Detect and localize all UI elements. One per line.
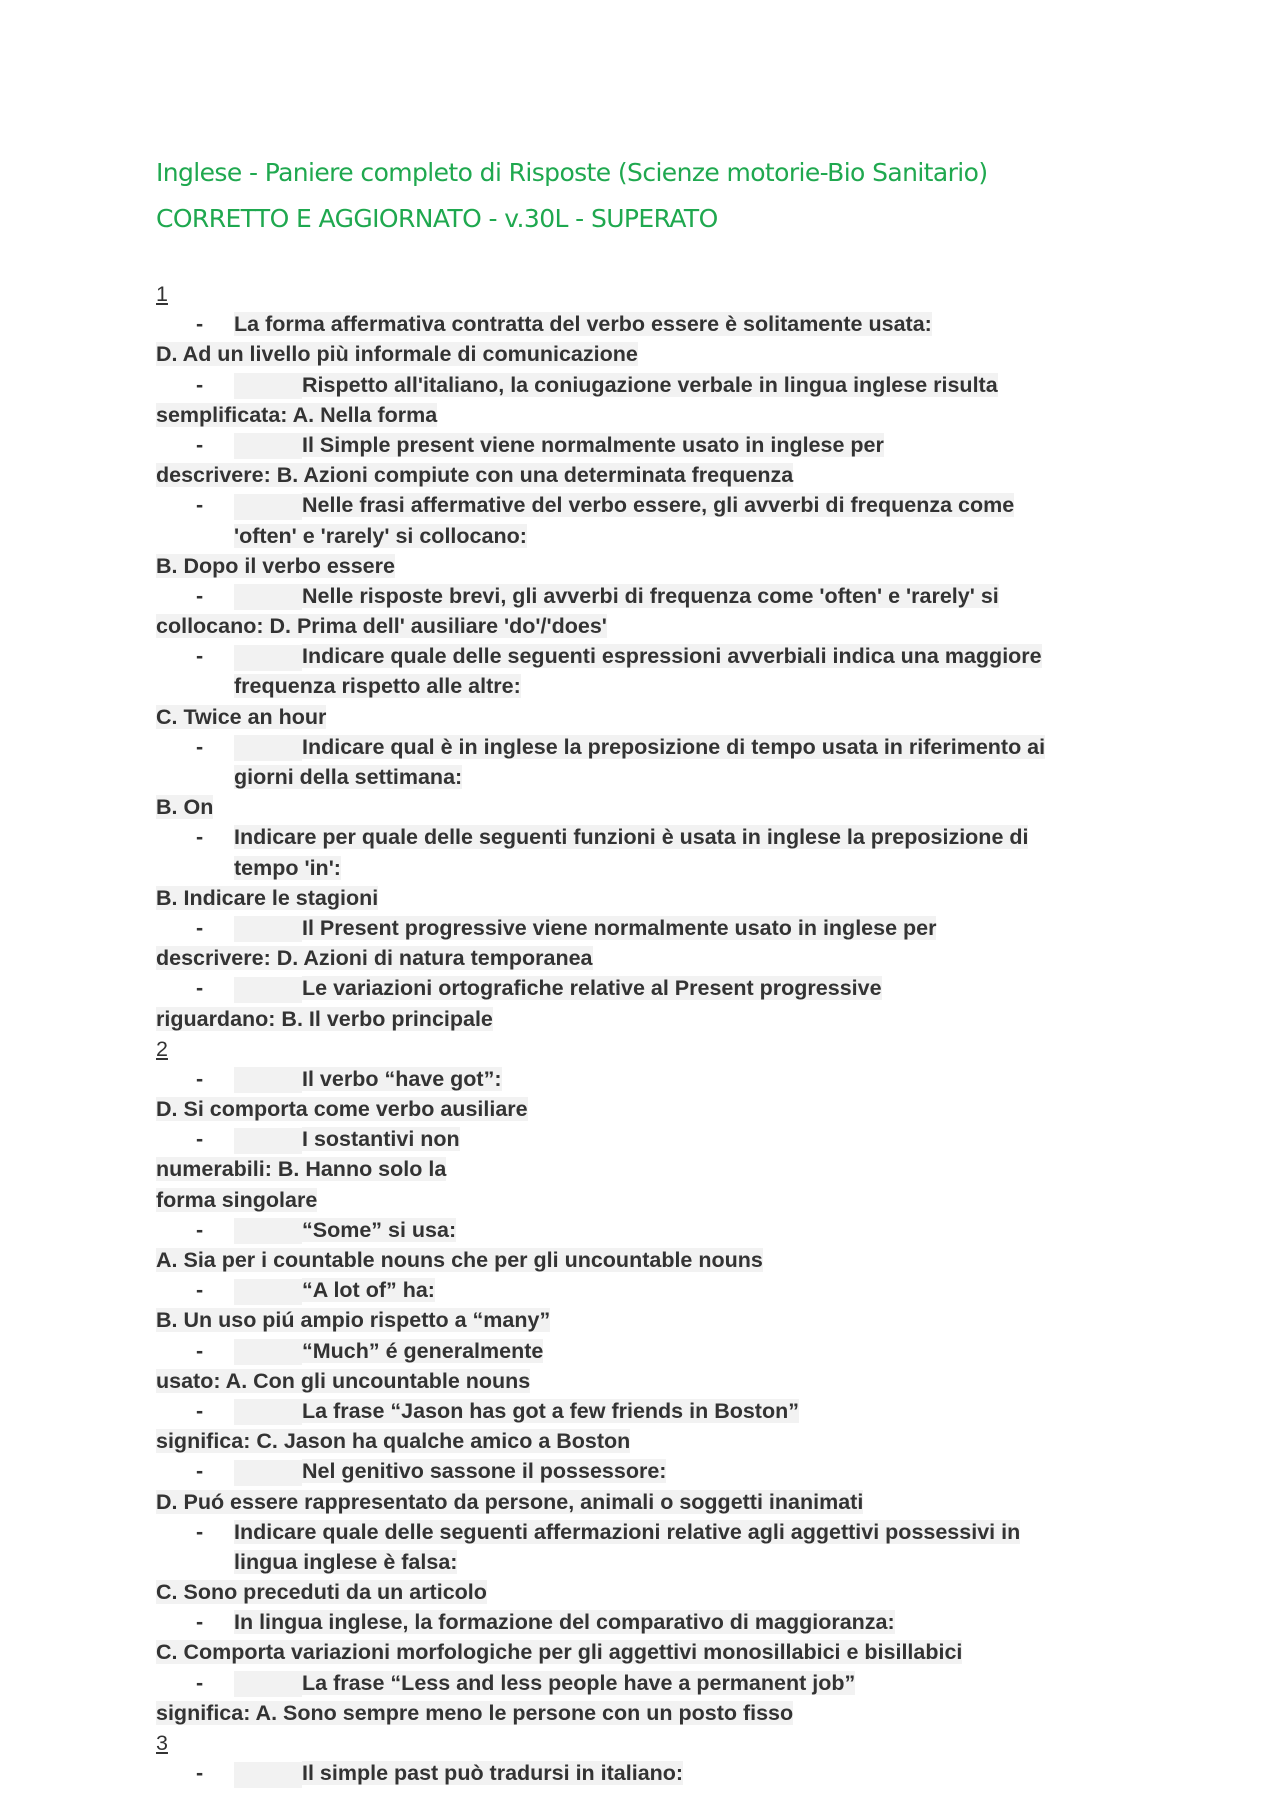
- answer-label: B. Dopo il verbo essere: [156, 553, 395, 578]
- question-item: [156, 913, 1116, 943]
- answer-label: B. On: [156, 795, 214, 820]
- question-item: [156, 1607, 1116, 1637]
- question-text: Nelle frasi affermative del verbo essere, gli avverbi di frequenza come: [302, 493, 1015, 518]
- answer-label: riguardano: B. Il verbo principale: [156, 1006, 493, 1031]
- question-item: [156, 822, 1116, 852]
- tab-indent: [234, 494, 302, 520]
- question-item: [156, 1758, 1116, 1788]
- answer-text: [156, 339, 1116, 369]
- question-item: [156, 370, 1116, 400]
- answer-label: B. Un uso piú ampio rispetto a “many”: [156, 1308, 551, 1333]
- tab-indent: [234, 735, 302, 761]
- tab-indent: [234, 584, 302, 610]
- tab-indent: [234, 645, 302, 671]
- answer-text: [156, 1637, 1116, 1667]
- question-item: [156, 581, 1116, 611]
- question-text: Nel genitivo sassone il possessore:: [302, 1459, 667, 1484]
- answer-text: [156, 1305, 1116, 1335]
- question-text: La frase “Jason has got a few friends in Boston”: [302, 1398, 799, 1423]
- question-text: Rispetto all'italiano, la coniugazione verbale in lingua inglese risulta: [302, 372, 998, 397]
- question-text: I sostantivi non: [302, 1127, 460, 1152]
- bullet-dash: -: [196, 1217, 204, 1242]
- answer-label: significa: A. Sono sempre meno le persone con un posto fisso: [156, 1700, 794, 1725]
- answer-text: [156, 1185, 1116, 1215]
- answer-text: [156, 400, 1116, 430]
- tab-indent: [234, 1399, 302, 1425]
- bullet-dash: -: [196, 1459, 204, 1484]
- question-item: [156, 490, 1116, 520]
- question-text: Nelle risposte brevi, gli avverbi di frequenza come 'often' e 'rarely' si: [302, 583, 999, 608]
- question-text: frequenza rispetto alle altre:: [234, 674, 521, 699]
- answer-text: [156, 1426, 1116, 1456]
- bullet-dash: -: [196, 312, 204, 337]
- answer-label: usato: A. Con gli uncountable nouns: [156, 1368, 531, 1393]
- bullet-dash: -: [196, 493, 204, 518]
- question-text: Il Simple present viene normalmente usato in inglese per: [302, 432, 884, 457]
- bullet-dash: -: [196, 976, 204, 1001]
- tab-indent: [234, 1128, 302, 1154]
- question-list: [156, 279, 1116, 1788]
- tab-indent: [234, 1339, 302, 1365]
- answer-label: A. Sia per i countable nouns che per gli uncountable nouns: [156, 1248, 763, 1272]
- question-item: [156, 309, 1116, 339]
- question-text: In lingua inglese, la formazione del comparativo di maggioranza:: [234, 1610, 895, 1635]
- bullet-dash: -: [196, 1761, 204, 1786]
- question-item: [156, 1064, 1116, 1094]
- question-item: [156, 1275, 1116, 1305]
- question-continuation: [156, 521, 1116, 551]
- answer-label: numerabili: B. Hanno solo la: [156, 1157, 447, 1182]
- question-item: [156, 641, 1116, 671]
- question-text: “A lot of” ha:: [302, 1278, 435, 1303]
- question-item: [156, 973, 1116, 1003]
- question-text: “Some” si usa:: [302, 1217, 457, 1242]
- tab-indent: [234, 1218, 302, 1244]
- bullet-dash: -: [196, 915, 204, 940]
- bullet-dash: -: [196, 1398, 204, 1423]
- question-continuation: [156, 1547, 1116, 1577]
- answer-label: D. Puó essere rappresentato da persone, animali o soggetti inanimati: [156, 1489, 864, 1514]
- bullet-dash: -: [196, 1066, 204, 1091]
- answer-label: C. Twice an hour: [156, 704, 327, 729]
- question-item: [156, 1215, 1116, 1245]
- question-text: Indicare qual è in inglese la preposizione di tempo usata in riferimento ai: [302, 734, 1046, 759]
- tab-indent: [234, 1762, 302, 1788]
- question-item: [156, 1336, 1116, 1366]
- answer-text: [156, 611, 1116, 641]
- question-text: La frase “Less and less people have a permanent job”: [302, 1670, 856, 1695]
- tab-indent: [234, 373, 302, 399]
- answer-label: D. Ad un livello più informale di comunicazione: [156, 342, 638, 367]
- bullet-dash: -: [196, 734, 204, 759]
- answer-text: [156, 1366, 1116, 1396]
- answer-text: [156, 1577, 1116, 1607]
- answer-text: [156, 1094, 1116, 1124]
- answer-label: C. Comporta variazioni morfologiche per gli aggettivi monosillabici e bisillabici: [156, 1640, 963, 1665]
- question-item: [156, 1396, 1116, 1426]
- answer-text: [156, 792, 1116, 822]
- question-text: Il simple past può tradursi in italiano:: [302, 1761, 684, 1786]
- question-item: [156, 430, 1116, 460]
- question-text: giorni della settimana:: [234, 765, 463, 789]
- question-continuation: [156, 762, 1116, 792]
- bullet-dash: -: [196, 1338, 204, 1363]
- answer-text: [156, 702, 1116, 732]
- section-number-label: 1: [156, 282, 168, 306]
- question-continuation: [156, 853, 1116, 883]
- question-item: [156, 1456, 1116, 1486]
- question-text: La forma affermativa contratta del verbo essere è solitamente usata:: [234, 312, 932, 337]
- question-text: lingua inglese è falsa:: [234, 1549, 458, 1574]
- section-number: [156, 279, 1116, 309]
- question-text: Indicare per quale delle seguenti funzioni è usata in inglese la preposizione di: [234, 825, 1029, 850]
- section-number-label: 2: [156, 1036, 168, 1061]
- bullet-dash: -: [196, 1127, 204, 1152]
- answer-label: significa: C. Jason ha qualche amico a Boston: [156, 1429, 631, 1454]
- section-number: [156, 1728, 1116, 1758]
- answer-text: [156, 1004, 1116, 1034]
- question-item: [156, 1124, 1116, 1154]
- answer-text: [156, 460, 1116, 490]
- answer-text: [156, 943, 1116, 973]
- question-item: [156, 1668, 1116, 1698]
- bullet-dash: -: [196, 583, 204, 608]
- bullet-dash: -: [196, 1670, 204, 1695]
- answer-text: [156, 1245, 1116, 1275]
- question-text: 'often' e 'rarely' si collocano:: [234, 523, 527, 548]
- question-text: Indicare quale delle seguenti affermazioni relative agli aggettivi possessivi in: [234, 1519, 1021, 1544]
- bullet-dash: -: [196, 825, 204, 850]
- answer-text: [156, 551, 1116, 581]
- tab-indent: [234, 1460, 302, 1486]
- question-item: [156, 1517, 1116, 1547]
- bullet-dash: -: [196, 1278, 204, 1303]
- answer-label: C. Sono preceduti da un articolo: [156, 1580, 487, 1605]
- answer-text: [156, 1487, 1116, 1517]
- answer-label: semplificata: A. Nella forma: [156, 402, 438, 427]
- bullet-dash: -: [196, 644, 204, 669]
- document-subtitle: CORRETTO E AGGIORNATO - v.30L - SUPERATO: [156, 204, 718, 233]
- section-number: [156, 1034, 1116, 1064]
- question-text: tempo 'in':: [234, 855, 341, 880]
- bullet-dash: -: [196, 372, 204, 397]
- answer-text: [156, 883, 1116, 913]
- question-continuation: [156, 671, 1116, 701]
- question-text: “Much” é generalmente: [302, 1338, 544, 1363]
- tab-indent: [234, 1671, 302, 1697]
- question-text: Indicare quale delle seguenti espressioni avverbiali indica una maggiore: [302, 644, 1042, 669]
- question-text: Le variazioni ortografiche relative al Present progressive: [302, 976, 882, 1001]
- answer-label: D. Si comporta come verbo ausiliare: [156, 1097, 528, 1122]
- section-number-label: 3: [156, 1731, 168, 1755]
- tab-indent: [234, 977, 302, 1003]
- bullet-dash: -: [196, 432, 204, 457]
- answer-text: [156, 1698, 1116, 1728]
- answer-label: forma singolare: [156, 1187, 318, 1212]
- answer-text: [156, 1154, 1116, 1184]
- tab-indent: [234, 1279, 302, 1305]
- tab-indent: [234, 1067, 302, 1093]
- answer-label: B. Indicare le stagioni: [156, 885, 379, 910]
- question-item: [156, 732, 1116, 762]
- question-text: Il Present progressive viene normalmente usato in inglese per: [302, 915, 937, 940]
- answer-label: descrivere: B. Azioni compiute con una determinata frequenza: [156, 463, 794, 488]
- question-text: Il verbo “have got”:: [302, 1066, 502, 1091]
- answer-label: descrivere: D. Azioni di natura temporanea: [156, 946, 593, 971]
- tab-indent: [234, 433, 302, 459]
- bullet-dash: -: [196, 1610, 204, 1635]
- tab-indent: [234, 916, 302, 942]
- bullet-dash: -: [196, 1519, 204, 1544]
- document-title: Inglese - Paniere completo di Risposte (Scienze motorie-Bio Sanitario): [156, 158, 988, 187]
- answer-label: collocano: D. Prima dell' ausiliare 'do'/'does': [156, 614, 607, 639]
